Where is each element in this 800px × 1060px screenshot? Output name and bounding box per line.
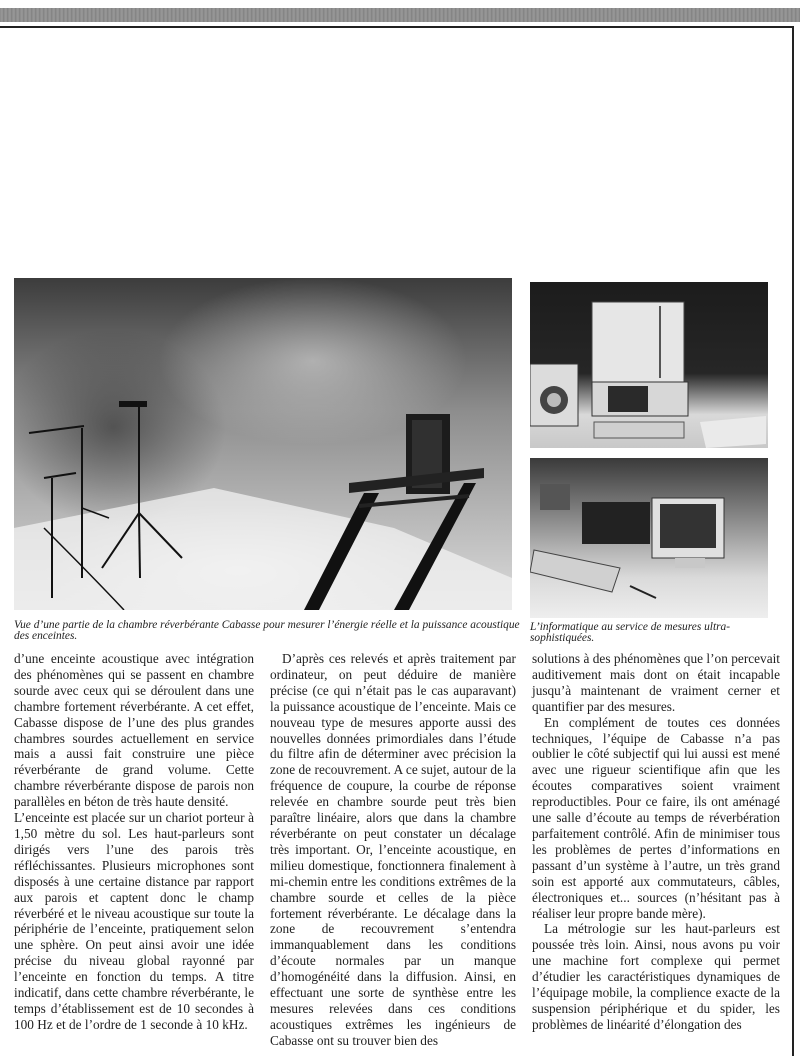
paragraph: La métrologie sur les haut-parleurs est poussée très loin. Ainsi, nous avons pu voir une machine fort complexe qui permet d’étudier les caractéristiques dynamiques de l’équipage mobile, la complience exacte de la suspension périphérique et du spider, les problèmes de linéarité d’élongation des	[532, 921, 780, 1032]
paragraph: D’après ces relevés et après traitement par ordinateur, on peut déduire de manière précise (ce qui n’était pas le cas auparavant) la puissance acoustique de l’enceinte. Mais ce nouveau type de mesures apporte aussi des nouvelles données primordiales dans l’étude du filtre afin de déterminer avec précision la zone de recouvrement. A ce sujet, autour de la fréquence de coupure, la courbe de réponse relevée en chambre sourde peut très bien paraître linéaire, alors que dans la chambre réverbérante on peut constater un décalage très important. Or, l’enceinte acoustique, en milieu domestique, fonctionnera finalement à mi-chemin entre les conditions extrêmes de la chambre sourde et celles de la pièce fortement réverbérante. Le décalage dans la zone de recouvrement s’entendra immanquablement dans les conditions d’écoute normales par un manque d’homogénéité dans la diffusion. Ainsi, en effectuant une sorte de synthèse entre les mesures relevées dans ces conditions acoustiques extrêmes les ingénieurs de Cabasse ont su trouver bien des	[270, 651, 516, 1048]
article-column-3	[532, 651, 780, 1033]
main-photo-caption: Vue d’une partie de la chambre réverbérante Cabasse pour mesurer l’énergie réelle et la puissance acoustique des enceintes.	[14, 619, 520, 642]
computer-workstation-photo	[530, 458, 768, 618]
reverberation-chamber-photo	[14, 278, 512, 610]
page-header-band	[0, 8, 800, 22]
right-photos-caption: L’informatique au service de mesures ultra-sophistiquées.	[530, 621, 731, 644]
article-column-2	[270, 651, 516, 1049]
reverberation-chamber-illustration	[14, 278, 512, 610]
paragraph: L’enceinte est placée sur un chariot porteur à 1,50 mètre du sol. Les haut-parleurs sont dirigés vers l’une des parois très réfléchissantes. Plusieurs microphones sont disposés à une certaine distance par rapport aux parois et captent donc le champ réverbéré et le niveau acoustique sur toute la périphérie de l’enceinte, pratiquement selon une sphère. On peut ainsi avoir une idée précise du niveau global rayonné par l’enceinte en fonction du temps. A titre indicatif, dans cette chambre réverbérante, le temps d’établissement est de 10 secondes à 100 Hz et de l’ordre de 1 seconde à 10 kHz.	[14, 810, 254, 1032]
paragraph: En complément de toutes ces données techniques, l’équipe de Cabasse n’a pas oublier le côté subjectif qui lui aussi est mené avec une rigueur scientifique afin que les écoutes comparatives soient vraiment reproductibles. Pour ce faire, ils ont aménagé une salle d’écoute au temps de réverbération parfaitement contrôlé. Afin de minimiser tous les problèmes de pertes d’informations en passant d’un système à l’autre, un très grand soin est apporté aux commutateurs, câbles, électroniques et... sources (n’hésitant pas à réaliser leur propre bande mère).	[532, 714, 780, 921]
computer-workstation-illustration	[530, 458, 768, 618]
paragraph: d’une enceinte acoustique avec intégration des phénomènes qui se passent en chambre sourde avec ceux qui se déroulent dans une chambre fortement réverbérante. A cet effet, Cabasse dispose de l’une des plus grandes chambres sourdes actuellement en service mais a aussi fait construire une pièce réverbérante de grand volume. Cette chambre réverbérante dispose de parois non parallèles en béton de très haute densité.	[14, 651, 254, 810]
measurement-computer-illustration	[530, 282, 768, 448]
paragraph: solutions à des phénomènes que l’on percevait auditivement mais dont on était incapable jusqu’à maintenant de vraiment cerner et quantifier par des mesures.	[532, 651, 780, 714]
measurement-computer-photo	[530, 282, 768, 448]
article-column-1	[14, 651, 254, 1033]
